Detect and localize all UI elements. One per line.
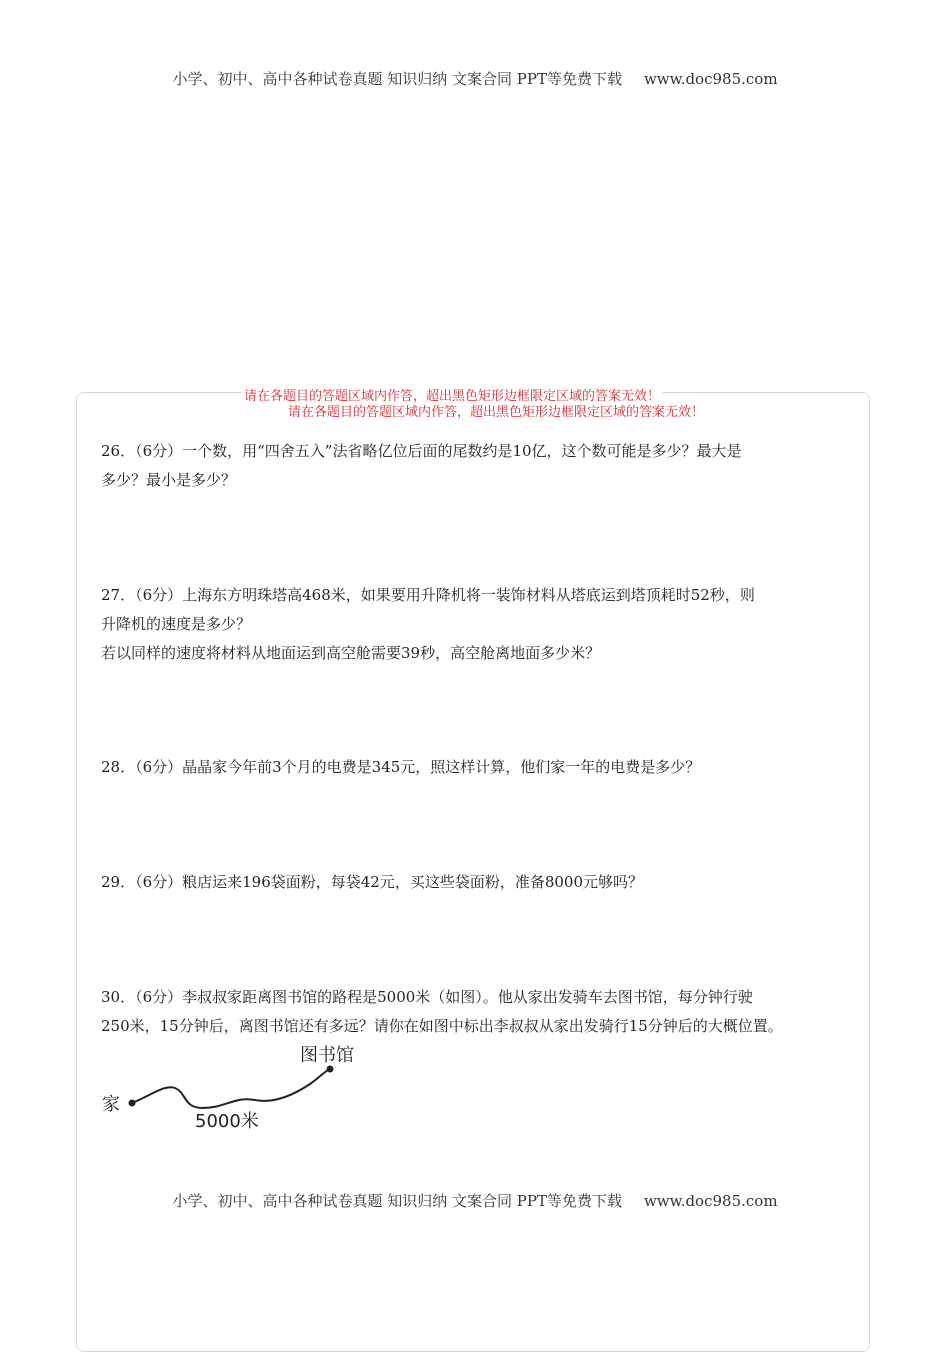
header-text: 小学、初中、高中各种试卷真题 知识归纳 文案合同 PPT等免费下载 [172,1192,622,1210]
question-26 [101,437,861,495]
question-text-line: 250米，15分钟后，离图书馆还有多远？请你在如图中标出李叔叔从家出发骑行15分钟后的大概位置。 [101,1017,783,1035]
route-figure [95,1036,395,1140]
answer-area-warning: 请在各题目的答题区域内作答，超出黑色矩形边框限定区域的答案无效！ [242,385,662,404]
question-text-line: 升降机的速度是多少？ [101,615,252,633]
page-header [0,68,950,89]
header-text: 小学、初中、高中各种试卷真题 知识归纳 文案合同 PPT等免费下载 [172,70,622,88]
page-header-next [0,1190,950,1211]
question-text-line: 30．（6分）李叔叔家距离图书馆的路程是5000米（如图）。他从家出发骑车去图书馆，每分钟行驶 [101,988,753,1006]
home-label: 家 [102,1094,120,1115]
question-text-line: 27．（6分）上海东方明珠塔高468米，如果要用升降机将一装饰材料从塔底运到塔顶耗时52秒，则 [101,586,755,604]
question-text-line: 26．（6分）一个数，用“四舍五入”法省略亿位后面的尾数约是10亿，这个数可能是多少？最大是 [101,442,742,460]
answer-area-warning-repeat: 请在各题目的答题区域内作答，超出黑色矩形边框限定区域的答案无效！ [288,405,705,420]
question-text-line: 29．（6分）粮店运来196袋面粉，每袋42元，买这些袋面粉，准备8000元够吗？ [101,873,644,891]
question-30 [101,983,861,1041]
question-29 [101,868,861,897]
question-28 [101,753,861,782]
header-url[interactable]: www.doc985.com [643,1192,778,1210]
question-text-line: 多少？最小是多少？ [101,471,237,489]
header-url[interactable]: www.doc985.com [643,70,778,88]
question-text-line: 28．（6分）晶晶家今年前3个月的电费是345元，照这样计算，他们家一年的电费是多少？ [101,758,701,776]
home-point [129,1100,136,1107]
question-27 [101,581,861,668]
question-text-line: 若以同样的速度将材料从地面运到高空舱需要39秒，高空舱离地面多少米？ [101,644,601,662]
library-label: 图书馆 [300,1045,354,1066]
distance-label: 5000米 [195,1111,259,1132]
route-curve [132,1069,330,1108]
